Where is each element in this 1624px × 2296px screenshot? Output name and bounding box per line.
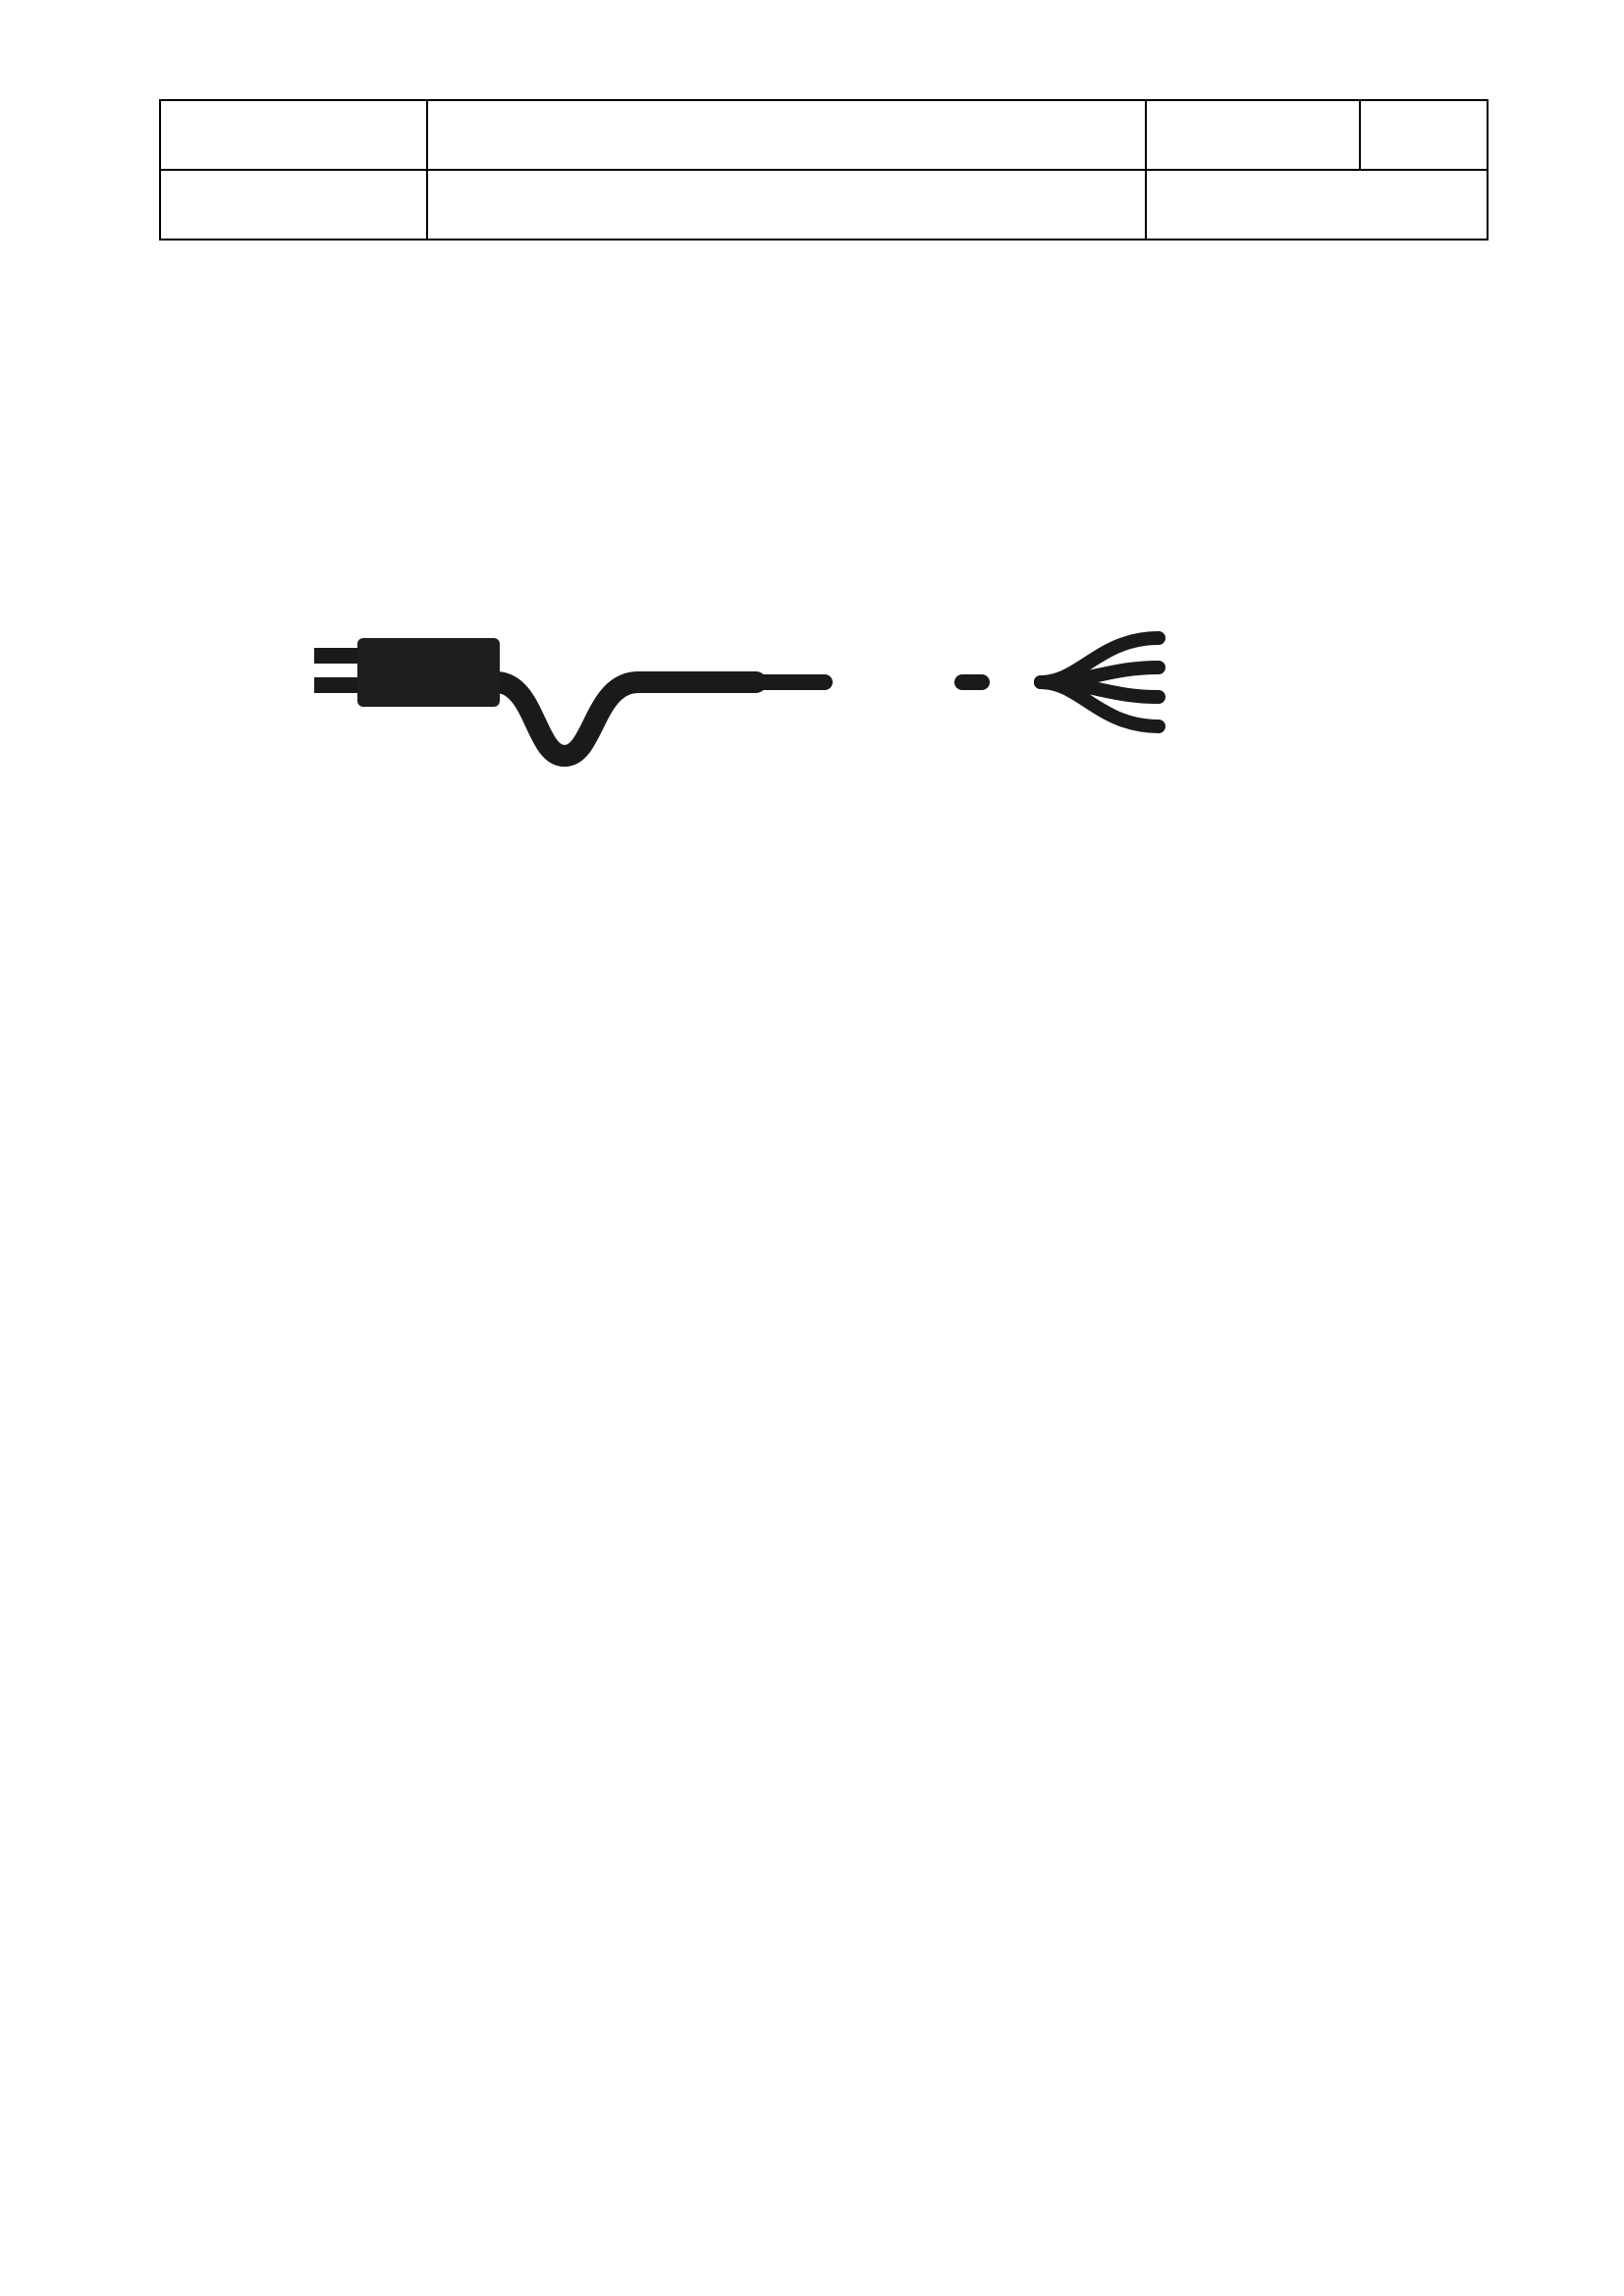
document-header [159, 99, 1489, 240]
header-date [1146, 170, 1488, 240]
exhaust-pipe-front [496, 682, 756, 756]
header-chapter [427, 170, 1146, 240]
header-page-number [1360, 100, 1488, 170]
header-doc-type [427, 100, 1146, 170]
header-version [1146, 100, 1360, 170]
outlet-tube-bottom [314, 677, 361, 693]
outlet-tube-top [314, 648, 361, 664]
header-domain [160, 100, 427, 170]
exhaust-diagram-graphic [314, 545, 1335, 918]
header-doc-code [160, 170, 427, 240]
exhaust-line-diagram [314, 545, 1335, 918]
silencieux-box [357, 638, 500, 707]
